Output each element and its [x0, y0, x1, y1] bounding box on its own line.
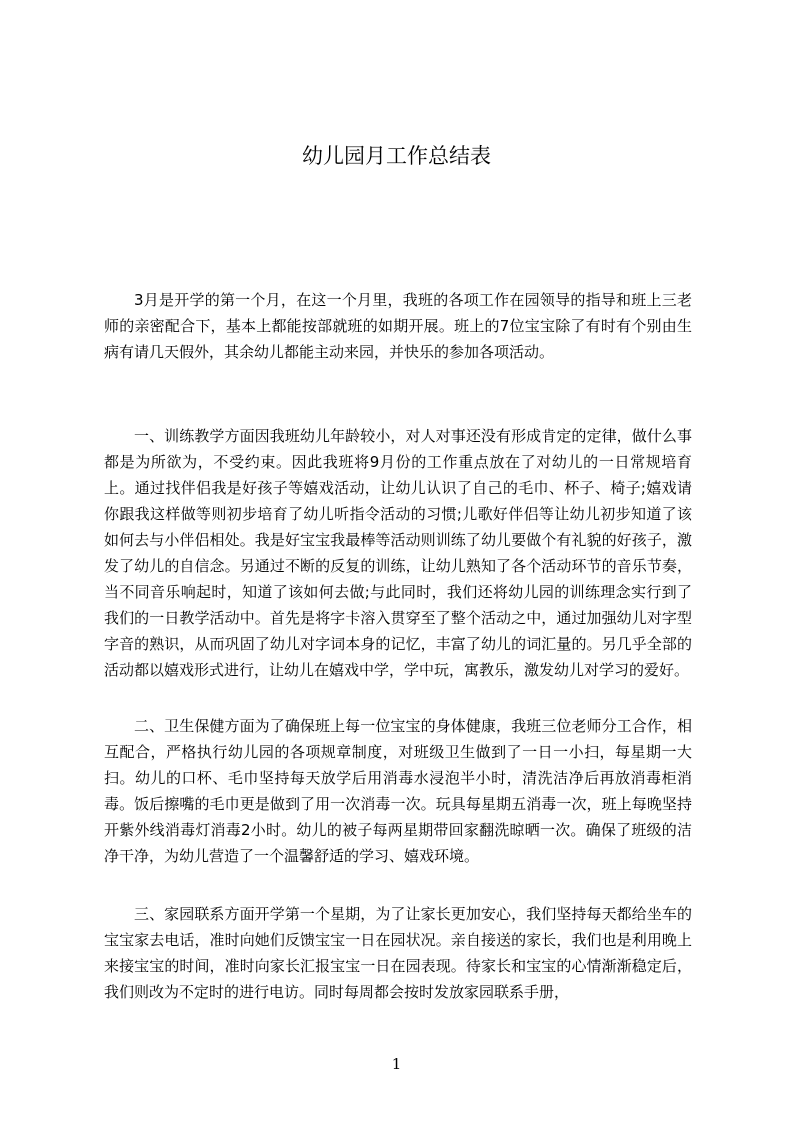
- document-title: 幼儿园月工作总结表: [302, 144, 491, 168]
- page-number: 1: [391, 1055, 402, 1073]
- paragraph-teaching: 一、训练教学方面因我班幼儿年龄较小，对人对事还没有形成肯定的定律，做什么事都是为所欲为，不受约束。因此我班将9月份的工作重点放在了对幼儿的一日常规培育上。通过找伴侣我是好孩子等嬉戏活动，让幼儿认识了自己的毛巾、杯子、椅子;嬉戏请你跟我这样做等则初步培育了幼儿听指令活动的习惯;儿歌好伴侣等让幼儿初步知道了该如何去与小伴侣相处。我是好宝宝我最棒等活动则训练了幼儿要做个有礼貌的好孩子，激发了幼儿的自信念。另通过不断的反复的训练，让幼儿熟知了各个活动环节的音乐节奏，当不同音乐响起时，知道了该如何去做;与此同时，我们还将幼儿园的训练理念实行到了我们的一日教学活动中。首先是将字卡溶入贯穿至了整个活动之中，通过加强幼儿对字型字音的熟识，从而巩固了幼儿对字词本身的记忆，丰富了幼儿的词汇量的。另几乎全部的活动都以嬉戏形式进行，让幼儿在嬉戏中学，学中玩，寓教乐，激发幼儿对学习的爱好。: [104, 427, 692, 679]
- paragraph-home-school-contact: 三、家园联系方面开学第一个星期，为了让家长更加安心，我们坚持每天都给坐车的宝宝家去电话，准时向她们反馈宝宝一日在园状况。亲自接送的家长，我们也是利用晚上来接宝宝的时间，准时向家长汇报宝宝一日在园表现。待家长和宝宝的心情渐渐稳定后，我们则改为不定时的进行电访。同时每周都会按时发放家园联系手册，: [104, 905, 692, 1001]
- paragraph-intro: 3月是开学的第一个月，在这一个月里，我班的各项工作在园领导的指导和班上三老师的亲密配合下，基本上都能按部就班的如期开展。班上的7位宝宝除了有时有个别由生病有请几天假外，其余幼儿都能主动来园，并快乐的参加各项活动。: [104, 291, 692, 361]
- paragraph-health-care: 二、卫生保健方面为了确保班上每一位宝宝的身体健康，我班三位老师分工合作，相互配合，严格执行幼儿园的各项规章制度，对班级卫生做到了一日一小扫，每星期一大扫。幼儿的口杯、毛巾坚持每天放学后用消毒水浸泡半小时，清洗洁净后再放消毒柜消毒。饭后擦嘴的毛巾更是做到了用一次消毒一次。玩具每星期五消毒一次，班上每晚坚持开紫外线消毒灯消毒2小时。幼儿的被子每两星期带回家翻洗晾晒一次。确保了班级的洁净干净，为幼儿营造了一个温馨舒适的学习、嬉戏环境。: [104, 717, 692, 865]
